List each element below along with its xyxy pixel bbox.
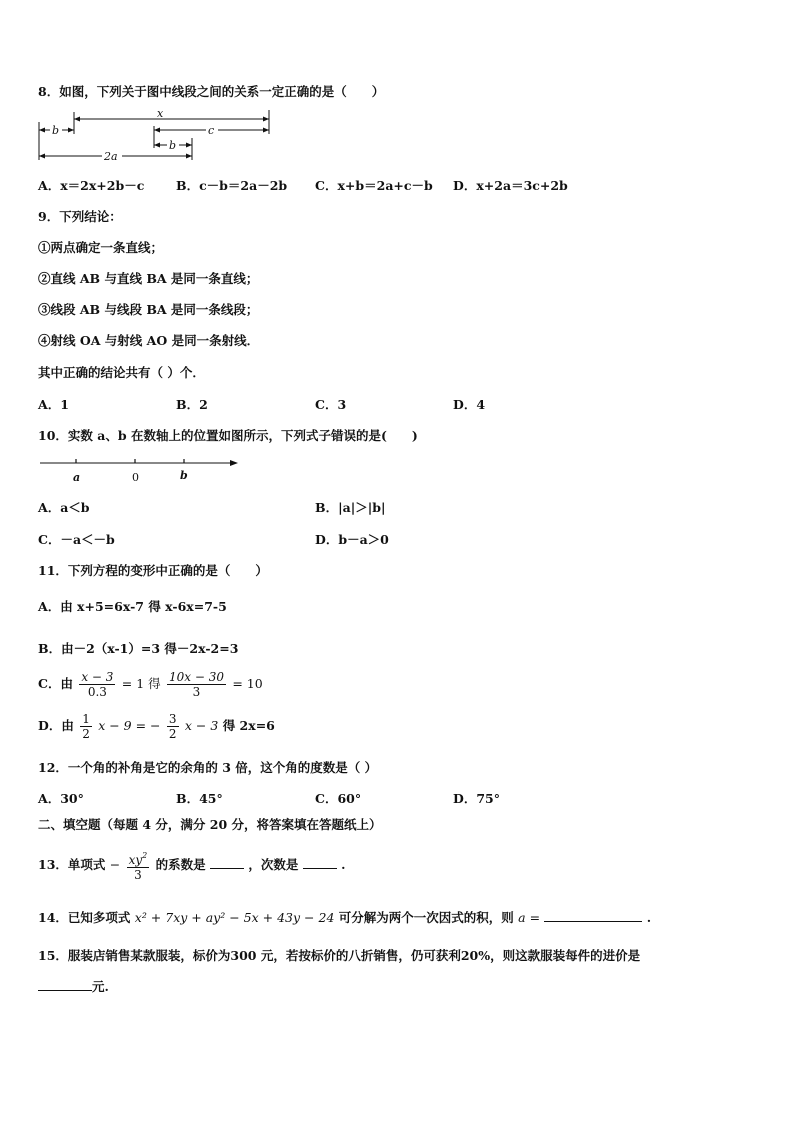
- q10-option-d: D．b－a＞0: [315, 532, 389, 547]
- q9-item-4: ④射线 OA 与射线 AO 是同一条射线．: [38, 333, 260, 348]
- q12-option-b: B．45°: [176, 791, 223, 806]
- section-2-title: 二、填空题（每题 4 分，满分 20 分，将答案填在答题纸上）: [38, 817, 382, 832]
- q14-mid: 可分解为两个一次因式的积，则: [338, 910, 514, 925]
- q9-stem: 9．下列结论：: [38, 209, 122, 224]
- q11-d-suffix: 得 2x=6: [222, 718, 275, 733]
- q10-option-a: A．a＜b: [38, 500, 90, 515]
- q9-item-2: ②直线 AB 与直线 BA 是同一条直线；: [38, 271, 259, 286]
- q11-d-mid-2: x − 3: [184, 718, 219, 733]
- q11-option-a: A．由 x+5=6x-7 得 x-6x=7-5: [38, 599, 227, 614]
- q11-c-fraction-2-den: 3: [192, 685, 201, 699]
- q8-option-b: B．c－b＝2a－2b: [176, 178, 288, 193]
- q9-item-3: ③线段 AB 与线段 BA 是同一条线段；: [38, 302, 259, 317]
- q9-option-d: D．4: [453, 397, 486, 412]
- q14: [38, 910, 651, 926]
- q8-option-d: D．x+2a＝3c+2b: [453, 178, 568, 193]
- q11-c-mid-1: = 1 得: [121, 676, 161, 691]
- q13-mid2: ，次数是: [248, 857, 299, 872]
- q15-line-1: 15．服装店销售某款服装，标价为300 元，若按标价的八折销售，仍可获利20%，则这款服装每件的进价是: [38, 948, 641, 963]
- q11-option-d: [38, 712, 275, 741]
- q9-item-1: ①两点确定一条直线；: [38, 240, 164, 255]
- q10-axis-label-b: b: [180, 469, 188, 482]
- q8-label-2a: 2a: [104, 150, 118, 163]
- q15-line-2: [38, 979, 109, 995]
- q13-prefix: 13．单项式: [38, 857, 106, 872]
- q11-c-fraction-2: [167, 670, 226, 699]
- q15-blank-answer[interactable]: [38, 980, 92, 991]
- q8-label-c: c: [208, 124, 215, 137]
- q11-d-fraction-2-num: 3: [168, 712, 177, 726]
- q8-label-b2: b: [169, 139, 177, 152]
- q9-option-b: B．2: [176, 397, 208, 412]
- q9-option-c: C．3: [315, 397, 347, 412]
- q10-axis-label-zero: 0: [132, 471, 139, 484]
- q11-c-fraction-1-num: x − 3: [81, 670, 114, 684]
- q13-end: .: [341, 857, 346, 872]
- q14-prefix: 14．已知多项式: [38, 910, 131, 925]
- q13-minus: −: [109, 857, 121, 872]
- q14-variable: a =: [518, 910, 541, 925]
- q13-mid: 的系数是: [155, 857, 206, 872]
- q11-d-fraction-2-den: 2: [168, 727, 177, 741]
- q10-option-c: C．－a＜－b: [38, 532, 115, 547]
- q8-stem: 8．如图，下列关于图中线段之间的关系一定正确的是（ ）: [38, 84, 385, 99]
- q8-label-b1: b: [52, 124, 60, 137]
- q14-polynomial: x² + 7xy + ay² − 5x + 43y − 24: [134, 910, 335, 925]
- q8-label-x: x: [157, 108, 164, 120]
- q8-segment-figure: [36, 108, 286, 164]
- q10-option-b: B．|a|＞|b|: [315, 500, 386, 515]
- q12-stem: 12．一个角的补角是它的余角的 3 倍，这个角的度数是（ ）: [38, 760, 378, 775]
- q10-number-line: [38, 454, 248, 486]
- q11-d-prefix: D．由: [38, 718, 74, 733]
- q13-blank-coefficient[interactable]: [210, 858, 244, 869]
- q12-option-a: A．30°: [38, 791, 84, 806]
- q13: [38, 849, 345, 882]
- q14-end: .: [646, 910, 652, 925]
- q14-blank-answer[interactable]: [544, 911, 642, 922]
- q13-fraction-num: $xy^2$: [128, 851, 148, 867]
- q12-option-c: C．60°: [315, 791, 362, 806]
- q13-fraction-den: 3: [134, 868, 142, 882]
- q9-conclusion: 其中正确的结论共有（ ）个．: [38, 365, 205, 380]
- q11-c-fraction-1: [79, 670, 115, 699]
- q8-option-a: A．x＝2x+2b－c: [38, 178, 145, 193]
- q11-option-c: [38, 670, 263, 699]
- q11-c-fraction-1-den: 0.3: [87, 685, 107, 699]
- q13-blank-degree[interactable]: [303, 858, 337, 869]
- q12-option-d: D．75°: [453, 791, 500, 806]
- q11-c-fraction-2-num: 10x − 30: [169, 670, 224, 684]
- q11-c-prefix: C．由: [38, 676, 73, 691]
- q11-d-fraction-2: [167, 712, 179, 741]
- q11-d-fraction-1-den: 2: [82, 727, 90, 741]
- q11-d-fraction-1-num: 1: [82, 712, 90, 726]
- q13-fraction: [127, 849, 150, 882]
- q8-option-c: C．x+b＝2a+c－b: [315, 178, 433, 193]
- q11-d-mid-1: x − 9 = −: [98, 718, 161, 733]
- q11-d-fraction-1: [80, 712, 92, 741]
- q11-c-mid-2: = 10: [232, 676, 263, 691]
- q11-stem: 11．下列方程的变形中正确的是（ ）: [38, 563, 268, 578]
- q11-option-b: B．由－2（x-1）=3 得－2x-2=3: [38, 641, 239, 656]
- q9-option-a: A．1: [38, 397, 69, 412]
- q10-stem: 10．实数 a、b 在数轴上的位置如图所示，下列式子错误的是( ): [38, 428, 418, 443]
- q10-axis-label-a: a: [73, 471, 81, 484]
- q15-end: 元.: [92, 979, 109, 994]
